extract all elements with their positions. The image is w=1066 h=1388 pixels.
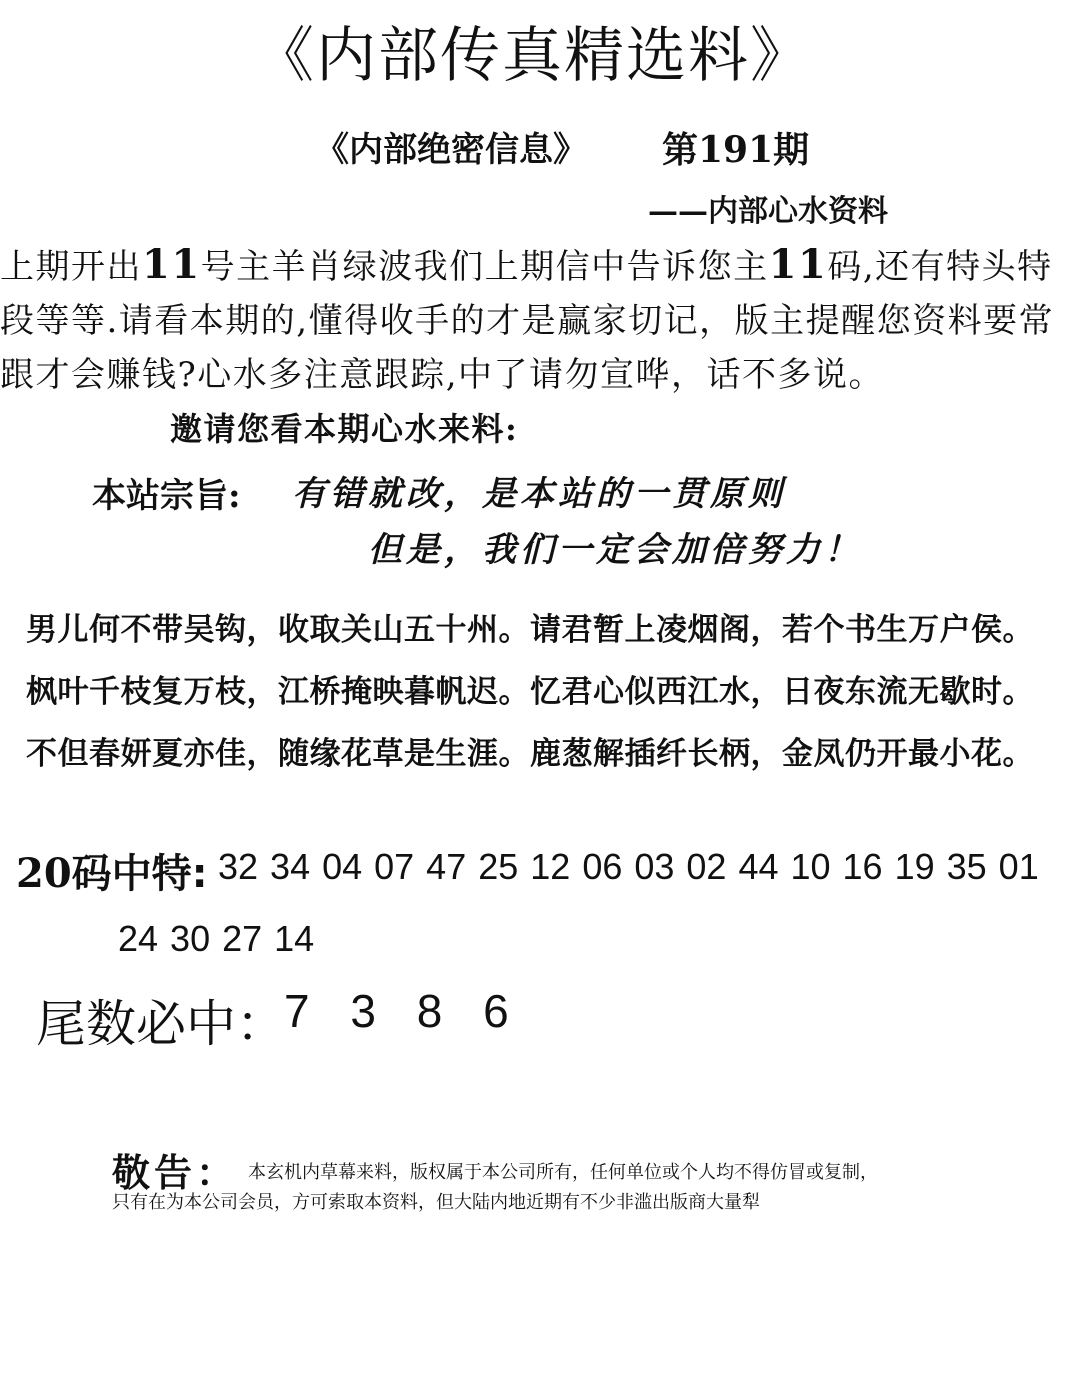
motto-line: 有错就改，是本站的一贯原则 xyxy=(292,474,786,514)
intro-number: 11 xyxy=(768,241,828,288)
invite-text: 邀请您看本期心水来料: xyxy=(170,410,519,448)
intro-number: 11 xyxy=(142,241,201,288)
tail-digits: 7 3 8 6 xyxy=(284,985,509,1037)
subtitle: 《内部绝密信息》 xyxy=(315,130,587,170)
codes-label-text: 20码中特 xyxy=(16,850,192,897)
poem-line: 枫叶千枝复万枝，江桥掩映暮帆迟。忆君心似西江水，日夜东流无歇时。 xyxy=(26,674,1034,710)
poem-line: 不但春妍夏亦佳，随缘花草是生涯。鹿葱解插纤长柄，金凤仍开最小花。 xyxy=(26,736,1034,772)
codes-label xyxy=(16,842,208,899)
page-title: 《内部传真精选料》 xyxy=(254,21,812,91)
codes-colon: : xyxy=(191,851,208,897)
notice-text: 只有在为本公司会员，方可索取本资料，但大陆内地近期有不少非滥出版商大量犁 xyxy=(112,1192,760,1213)
intro-text: 码,还有特头特段等等.请看本期的,懂得收手的才是赢家切记，版主提醒您资料要常跟才会赚钱?心水多注意跟踪,中了请勿宣哗，话不多说。 xyxy=(0,247,1055,395)
poem-line: 男儿何不带吴钩，收取关山五十州。请君暂上凌烟阁，若个书生万户侯。 xyxy=(26,612,1034,648)
notice-label: 敬告： xyxy=(112,1150,239,1195)
motto-label: 本站宗旨: xyxy=(92,476,241,516)
intro-text: 上期开出 xyxy=(0,247,142,287)
intro-paragraph xyxy=(0,238,1066,456)
source-line: ——内部心水资料 xyxy=(648,194,888,229)
motto-line: 但是，我们一定会加倍努力！ xyxy=(368,530,862,570)
codes-numbers: 24 30 27 14 xyxy=(118,918,315,959)
tail-label: 尾数必中： xyxy=(36,995,286,1053)
codes-numbers: 32 34 04 07 47 25 12 06 03 02 44 10 16 19 35 01 xyxy=(218,846,1039,887)
issue-number: 第191期 xyxy=(662,129,810,171)
intro-text: 号主羊肖绿波我们上期信中告诉您主 xyxy=(200,247,769,287)
notice-text: 本玄机内草幕来料，版权属于本公司所有，任何单位或个人均不得仿冒或复制， xyxy=(248,1162,878,1183)
